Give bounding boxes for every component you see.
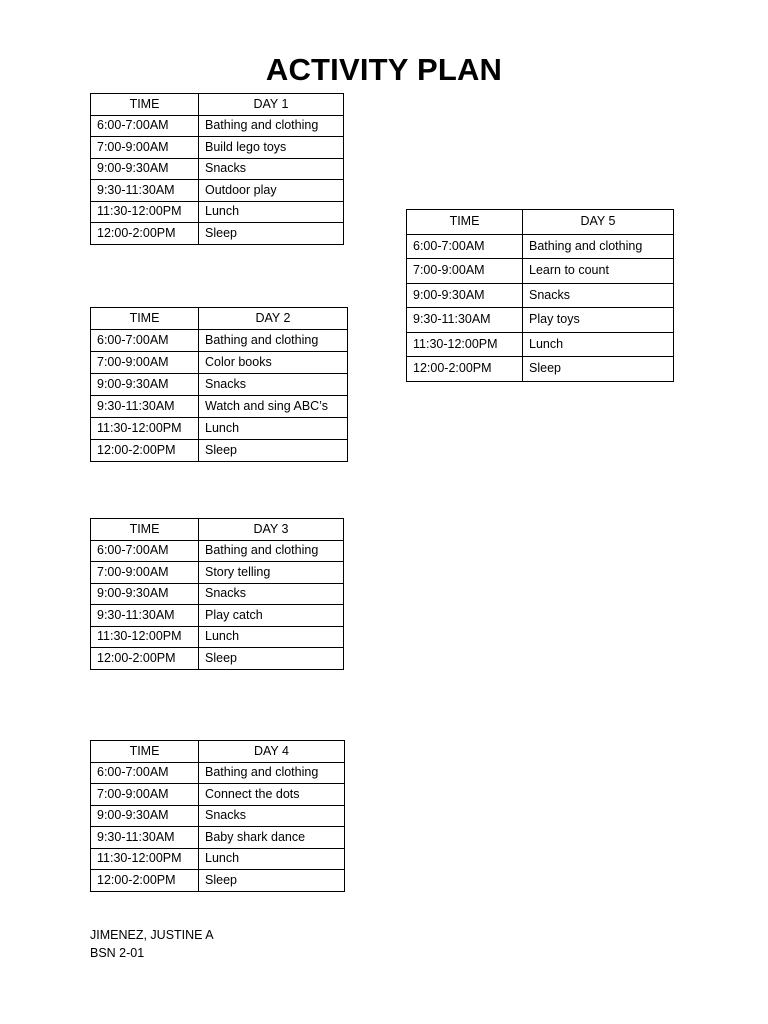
time-cell: 9:00-9:30AM <box>91 805 199 827</box>
table-row <box>407 234 674 259</box>
day-column-header: DAY 1 <box>199 94 344 116</box>
activity-cell: Sleep <box>199 223 344 245</box>
table-row <box>91 540 344 562</box>
activity-cell: Color books <box>199 352 348 374</box>
table-row <box>91 137 344 159</box>
table-row <box>91 396 348 418</box>
time-cell: 6:00-7:00AM <box>407 234 523 259</box>
table-row <box>91 223 344 245</box>
author-footer <box>90 926 214 962</box>
day-column-header: DAY 5 <box>523 210 674 235</box>
time-cell: 9:30-11:30AM <box>91 605 199 627</box>
activity-cell: Lunch <box>199 201 344 223</box>
table-row <box>91 583 344 605</box>
time-cell: 12:00-2:00PM <box>91 440 199 462</box>
table-row <box>407 332 674 357</box>
table-header-row <box>91 741 345 763</box>
schedule-table-day-1 <box>90 93 344 245</box>
table-row <box>91 784 345 806</box>
activity-cell: Sleep <box>199 870 345 892</box>
activity-cell: Play catch <box>199 605 344 627</box>
activity-cell: Snacks <box>199 805 345 827</box>
day-column-header: DAY 2 <box>199 308 348 330</box>
author-section: BSN 2-01 <box>90 946 145 960</box>
table-row <box>91 762 345 784</box>
table-row <box>407 259 674 284</box>
schedule-table-day-4 <box>90 740 345 892</box>
time-cell: 11:30-12:00PM <box>91 626 199 648</box>
table-header-row <box>91 94 344 116</box>
time-cell: 9:00-9:30AM <box>91 374 199 396</box>
time-cell: 9:30-11:30AM <box>91 827 199 849</box>
time-column-header: TIME <box>91 741 199 763</box>
time-cell: 9:30-11:30AM <box>91 180 199 202</box>
table-row <box>91 805 345 827</box>
activity-cell: Snacks <box>199 158 344 180</box>
table-row <box>91 180 344 202</box>
activity-cell: Story telling <box>199 562 344 584</box>
table-row <box>407 283 674 308</box>
table-row <box>91 870 345 892</box>
activity-cell: Outdoor play <box>199 180 344 202</box>
table-row <box>91 330 348 352</box>
table-row <box>91 374 348 396</box>
activity-cell: Bathing and clothing <box>199 330 348 352</box>
table-row <box>91 827 345 849</box>
time-cell: 11:30-12:00PM <box>91 201 199 223</box>
time-column-header: TIME <box>91 94 199 116</box>
time-cell: 12:00-2:00PM <box>407 357 523 382</box>
activity-cell: Sleep <box>199 648 344 670</box>
time-cell: 9:00-9:30AM <box>91 158 199 180</box>
table-header-row <box>91 308 348 330</box>
activity-cell: Baby shark dance <box>199 827 345 849</box>
time-cell: 12:00-2:00PM <box>91 648 199 670</box>
time-cell: 7:00-9:00AM <box>91 784 199 806</box>
table-row <box>407 357 674 382</box>
table-row <box>91 418 348 440</box>
activity-cell: Bathing and clothing <box>523 234 674 259</box>
activity-cell: Play toys <box>523 308 674 333</box>
time-cell: 11:30-12:00PM <box>91 848 199 870</box>
author-name: JIMENEZ, JUSTINE A <box>90 928 214 942</box>
schedule-table-day-3 <box>90 518 344 670</box>
table-header-row <box>91 519 344 541</box>
activity-cell: Sleep <box>199 440 348 462</box>
activity-cell: Bathing and clothing <box>199 115 344 137</box>
time-cell: 12:00-2:00PM <box>91 870 199 892</box>
activity-cell: Lunch <box>199 626 344 648</box>
activity-cell: Lunch <box>199 418 348 440</box>
time-column-header: TIME <box>91 308 199 330</box>
table-row <box>91 626 344 648</box>
day-column-header: DAY 4 <box>199 741 345 763</box>
activity-cell: Bathing and clothing <box>199 762 345 784</box>
activity-cell: Sleep <box>523 357 674 382</box>
table-row <box>91 562 344 584</box>
table-row <box>91 352 348 374</box>
time-cell: 7:00-9:00AM <box>91 352 199 374</box>
time-column-header: TIME <box>91 519 199 541</box>
time-cell: 7:00-9:00AM <box>91 562 199 584</box>
activity-cell: Snacks <box>523 283 674 308</box>
activity-cell: Lunch <box>523 332 674 357</box>
table-header-row <box>407 210 674 235</box>
table-row <box>91 440 348 462</box>
time-cell: 6:00-7:00AM <box>91 540 199 562</box>
activity-cell: Watch and sing ABC’s <box>199 396 348 418</box>
activity-cell: Snacks <box>199 583 344 605</box>
schedule-table-day-5 <box>406 209 674 382</box>
time-cell: 11:30-12:00PM <box>407 332 523 357</box>
table-row <box>91 158 344 180</box>
time-cell: 7:00-9:00AM <box>91 137 199 159</box>
table-row <box>91 848 345 870</box>
time-cell: 9:00-9:30AM <box>407 283 523 308</box>
table-row <box>91 201 344 223</box>
page-title: ACTIVITY PLAN <box>265 52 503 87</box>
activity-cell: Lunch <box>199 848 345 870</box>
activity-cell: Build lego toys <box>199 137 344 159</box>
table-row <box>91 115 344 137</box>
time-cell: 6:00-7:00AM <box>91 762 199 784</box>
table-row <box>407 308 674 333</box>
table-row <box>91 605 344 627</box>
time-cell: 7:00-9:00AM <box>407 259 523 284</box>
schedule-table-day-2 <box>90 307 348 462</box>
time-cell: 9:30-11:30AM <box>91 396 199 418</box>
time-cell: 6:00-7:00AM <box>91 115 199 137</box>
time-cell: 9:00-9:30AM <box>91 583 199 605</box>
activity-cell: Bathing and clothing <box>199 540 344 562</box>
activity-cell: Learn to count <box>523 259 674 284</box>
activity-cell: Connect the dots <box>199 784 345 806</box>
time-cell: 12:00-2:00PM <box>91 223 199 245</box>
activity-cell: Snacks <box>199 374 348 396</box>
time-column-header: TIME <box>407 210 523 235</box>
time-cell: 6:00-7:00AM <box>91 330 199 352</box>
time-cell: 9:30-11:30AM <box>407 308 523 333</box>
time-cell: 11:30-12:00PM <box>91 418 199 440</box>
table-row <box>91 648 344 670</box>
day-column-header: DAY 3 <box>199 519 344 541</box>
